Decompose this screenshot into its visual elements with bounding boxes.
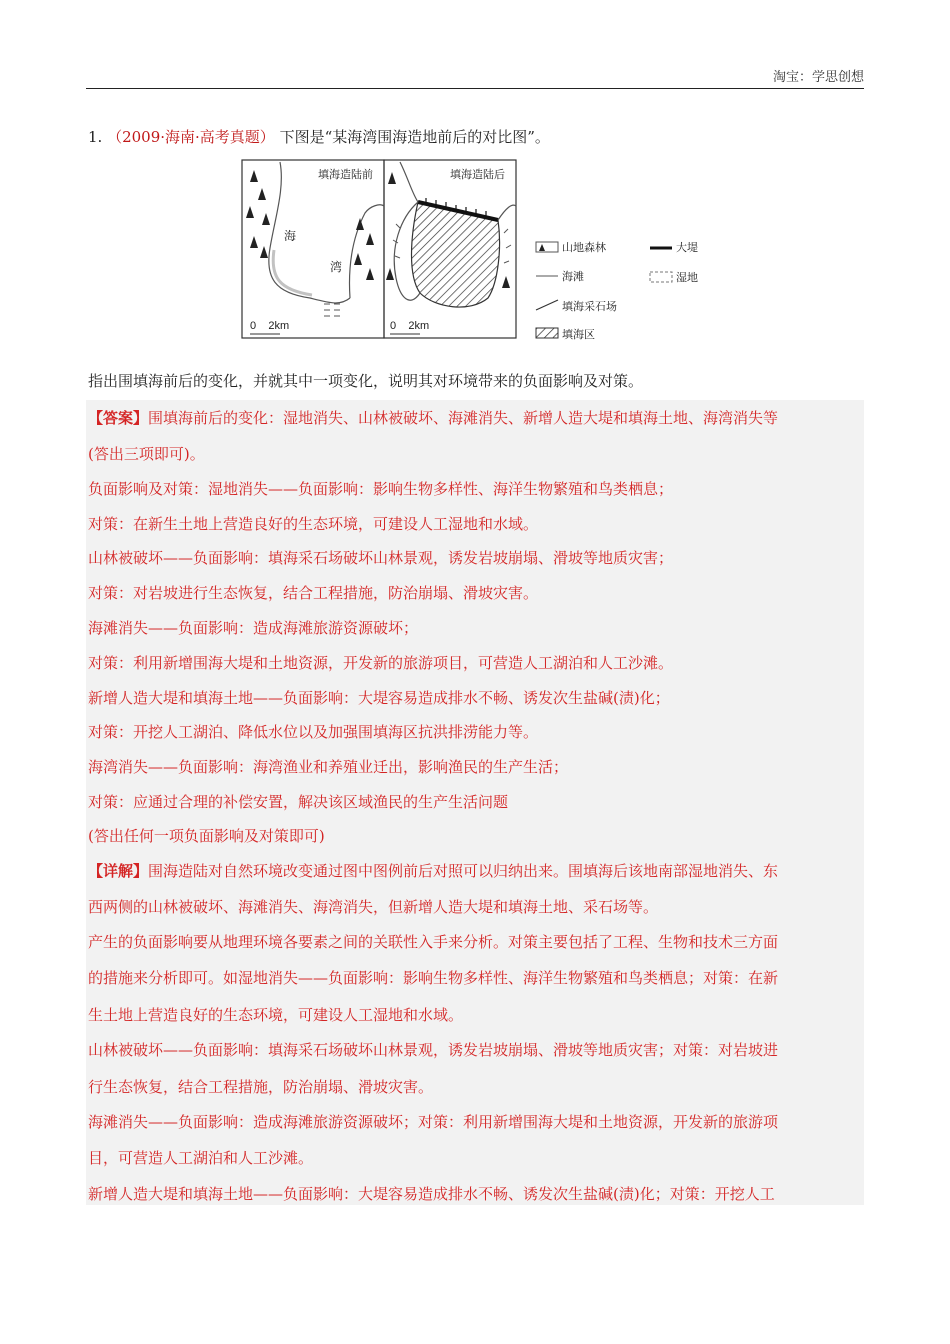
- header-text: 淘宝：学思创想: [772, 70, 864, 85]
- detail-line: 海滩消失——负面影响：造成海滩旅游资源破坏；对策：利用新增围海大堤和土地资源，开发新的旅游项: [88, 1113, 779, 1131]
- detail-line: [88, 861, 778, 881]
- legend-quarry-symbol: [536, 300, 558, 310]
- answer-line: 山林被破坏——负面影响：填海采石场破坏山林景观，诱发岩坡崩塌、滑坡等地质灾害；: [88, 549, 674, 567]
- left-east-coast: [350, 205, 384, 298]
- answer-line: 对策：利用新增围海大堤和土地资源，开发新的旅游项目，可营造人工湖泊和人工沙滩。: [88, 654, 674, 672]
- legend-reclaim-label: 填海区: [562, 328, 595, 341]
- answer-line: 负面影响及对策：湿地消失——负面影响：影响生物多样性、海洋生物繁殖和鸟类栖息；: [88, 480, 674, 498]
- left-scale: 0 2km: [250, 320, 290, 332]
- answer-tag: 【答案】: [88, 409, 149, 427]
- legend-reclaim-symbol: [536, 328, 558, 338]
- question-number: 1.: [88, 128, 103, 146]
- label-bay: 湾: [330, 260, 343, 274]
- detail-line: 的措施来分析即可。如湿地消失——负面影响：影响生物多样性、海洋生物繁殖和鸟类栖息；对策：在新: [88, 969, 779, 987]
- wetland-marks: [324, 304, 340, 316]
- left-beach: [273, 250, 312, 295]
- answer-line: 对策：应通过合理的补偿安置，解决该区域渔民的生产生活问题: [88, 793, 509, 811]
- legend: [536, 240, 698, 341]
- answer-line: 海滩消失——负面影响：造成海滩旅游资源破坏；: [88, 619, 419, 637]
- question-line: [88, 127, 550, 147]
- legend-wetland-label: 湿地: [676, 271, 698, 284]
- label-sea: 海: [284, 229, 297, 243]
- answer-line: (答出任何一项负面影响及对策即可): [88, 827, 325, 845]
- answer-line: 新增人造大堤和填海土地——负面影响：大堤容易造成排水不畅、诱发次生盐碱(渍)化；: [88, 689, 670, 707]
- answer-text: 围填海前后的变化：湿地消失、山林被破坏、海滩消失、新增人造大堤和填海土地、海湾消失等: [148, 409, 779, 427]
- detail-line: 产生的负面影响要从地理环境各要素之间的关联性入手来分析。对策主要包括了工程、生物和技术三方面: [88, 933, 779, 951]
- answer-line: 对策：对岩坡进行生态恢复，结合工程措施，防治崩塌、滑坡灾害。: [88, 584, 539, 602]
- detail-line: 新增人造大堤和填海土地——负面影响：大堤容易造成排水不畅、诱发次生盐碱(渍)化；对策：开挖人工: [88, 1185, 775, 1203]
- left-title: 填海造陆前: [318, 169, 373, 181]
- right-east-coast: [498, 205, 516, 220]
- detail-line: 山林被破坏——负面影响：填海采石场破坏山林景观，诱发岩坡崩塌、滑坡等地质灾害；对策：对岩坡进: [88, 1041, 779, 1059]
- right-title: 填海造陆后: [450, 169, 505, 181]
- legend-beach-label: 海滩: [562, 270, 584, 283]
- legend-quarry-label: 填海采石场: [562, 300, 617, 313]
- detail-line: 西两侧的山林被破坏、海滩消失、海湾消失，但新增人造大堤和填海土地、采石场等。: [88, 898, 659, 916]
- detail-text: 围海造陆对自然环境改变通过图中图例前后对照可以归纳出来。围填海后该地南部湿地消失、东: [148, 862, 779, 880]
- detail-line: 目，可营造人工湖泊和人工沙滩。: [88, 1149, 314, 1167]
- question-text: 下图是“某海湾围海造地前后的对比图”。: [279, 128, 550, 146]
- legend-forest-tree-icon: [539, 244, 545, 251]
- forest-trees-left: [246, 170, 374, 280]
- answer-line: 海湾消失——负面影响：海湾渔业和养殖业迁出，影响渔民的生产生活；: [88, 758, 569, 776]
- detail-tag: 【详解】: [88, 862, 149, 880]
- legend-dike-label: 大堤: [676, 241, 698, 254]
- answer-line: [88, 408, 778, 428]
- answer-line: (答出三项即可)。: [88, 445, 205, 463]
- comparison-map-figure: [240, 158, 710, 348]
- answer-line: 对策：开挖人工湖泊、降低水位以及加强围填海区抗洪排涝能力等。: [88, 723, 539, 741]
- detail-line: 行生态恢复，结合工程措施，防治崩塌、滑坡灾害。: [88, 1078, 434, 1096]
- detail-line: 生土地上营造良好的生态环境，可建设人工湿地和水域。: [88, 1006, 464, 1024]
- page-header: [86, 66, 864, 89]
- legend-forest-label: 山地森林: [562, 241, 606, 254]
- legend-wetland-symbol: [650, 272, 672, 282]
- question-prompt: 指出围填海前后的变化，并就其中一项变化，说明其对环境带来的负面影响及对策。: [88, 372, 644, 390]
- answer-line: 对策：在新生土地上营造良好的生态环境，可建设人工湿地和水域。: [88, 515, 539, 533]
- question-source: （2009·海南·高考真题）: [107, 128, 275, 146]
- right-scale: 0 2km: [390, 320, 430, 332]
